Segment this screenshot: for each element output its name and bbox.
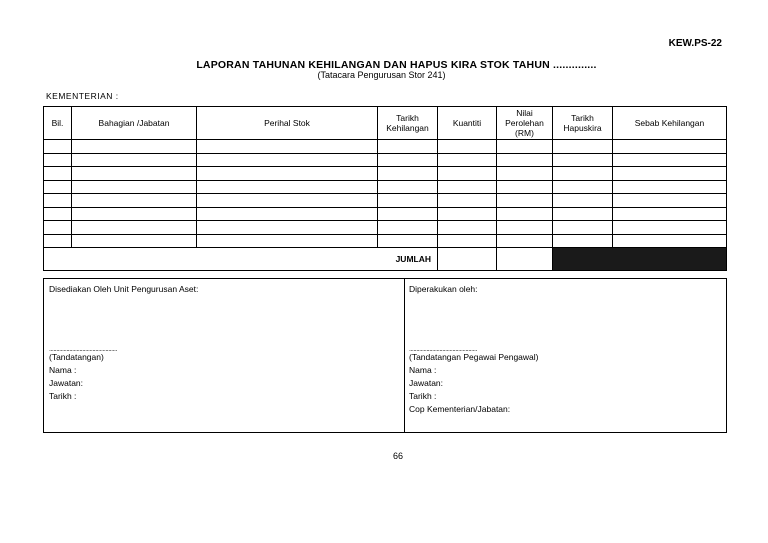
total-label: JUMLAH (72, 248, 438, 271)
table-row (44, 140, 727, 154)
total-shaded-cell (553, 248, 727, 271)
table-row (44, 194, 727, 208)
total-kuantiti (438, 248, 497, 271)
approved-by-stamp: Cop Kementerian/Jabatan: (409, 404, 511, 414)
table-row (44, 234, 727, 248)
approved-by-signature-line: ............................................... (409, 346, 477, 353)
approved-by-position: Jawatan: (409, 378, 444, 388)
prepared-by-date: Tarikh : (49, 391, 77, 401)
header-bil: Bil. (44, 107, 72, 140)
page-number: 66 (392, 451, 403, 461)
approved-by-name: Nama : (409, 365, 437, 375)
prepared-by-signature-label: (Tandatangan) (49, 352, 104, 362)
total-row (44, 248, 727, 271)
table-row (44, 167, 727, 181)
header-nilai-perolehan: Nilai Perolehan (RM) (497, 107, 553, 140)
report-title: LAPORAN TAHUNAN KEHILANGAN DAN HAPUS KIRA STOK TAHUN .............. (196, 59, 597, 71)
table-row (44, 153, 727, 167)
approved-by-date: Tarikh : (409, 391, 437, 401)
table-row (44, 180, 727, 194)
header-kuantiti: Kuantiti (438, 107, 497, 140)
report-subtitle: (Tatacara Pengurusan Stor 241) (317, 70, 446, 80)
header-sebab-kehilangan: Sebab Kehilangan (613, 107, 727, 140)
signature-divider (404, 279, 405, 432)
signature-box (43, 278, 727, 433)
prepared-by-heading: Disediakan Oleh Unit Pengurusan Aset: (49, 284, 199, 294)
prepared-by-signature-line: ............................................... (49, 346, 117, 353)
prepared-by-position: Jawatan: (49, 378, 84, 388)
approved-by-heading: Diperakukan oleh: (409, 284, 478, 294)
approved-by-signature-label: (Tandatangan Pegawai Pengawal) (409, 352, 539, 362)
prepared-by-name: Nama : (49, 365, 77, 375)
table-row (44, 221, 727, 235)
table-row (44, 207, 727, 221)
header-perihal: Perihal Stok (197, 107, 378, 140)
total-nilai (497, 248, 553, 271)
header-tarikh-hapuskira: Tarikh Hapuskira (553, 107, 613, 140)
header-tarikh-kehilangan: Tarikh Kehilangan (378, 107, 438, 140)
loss-report-table (43, 106, 727, 271)
header-bahagian: Bahagian /Jabatan (72, 107, 197, 140)
table-header-row (44, 107, 727, 140)
form-code: KEW.PS-22 (668, 38, 722, 49)
ministry-label: KEMENTERIAN : (46, 91, 119, 101)
